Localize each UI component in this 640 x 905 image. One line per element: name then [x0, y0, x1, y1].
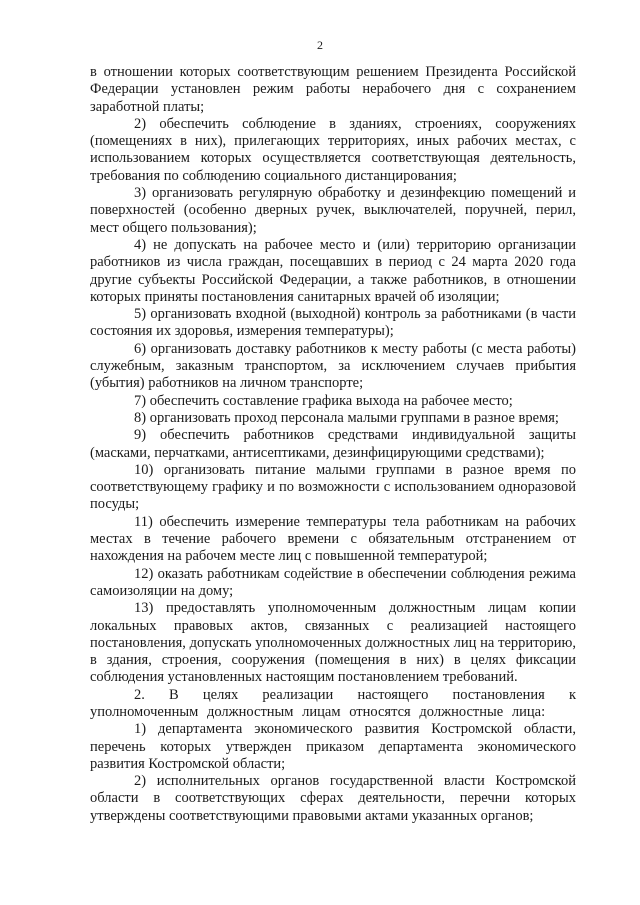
document-body: [90, 64, 576, 825]
paragraph-item-4: 4) не допускать на рабочее место и (или) территорию организации работников из числа граждан, посещавших в период с 24 марта 2020 года другие субъекты Российской Федерации, а также работников, в отношении которых приняты постановления санитарных врачей об изоляции;: [90, 236, 576, 305]
paragraph-subitem-2: 2) исполнительных органов государственной власти Костромской области в соответствующих сферах деятельности, перечни которых утверждены соответствующими правовыми актами указанных органов;: [90, 773, 576, 824]
paragraph-continuation: в отношении которых соответствующим решением Президента Российской Федерации установлен режим работы нерабочего дня с сохранением заработной платы;: [90, 64, 576, 115]
paragraph-section-2: 2. В целях реализации настоящего постановления к уполномоченным должностным лицам относятся должностные лица:: [90, 686, 576, 720]
paragraph-item-3: 3) организовать регулярную обработку и дезинфекцию помещений и поверхностей (особенно дверных ручек, выключателей, поручней, перил, мест общего пользования);: [90, 185, 576, 236]
paragraph-item-13: 13) предоставлять уполномоченным должностным лицам копии локальных правовых актов, связанных с реализацией настоящего постановления, допускать уполномоченных должностных лиц на территорию, в здания, строения, сооружения (помещения в них) в целях фиксации соблюдения установленных настоящим постановлением требований.: [90, 600, 576, 686]
paragraph-item-11: 11) обеспечить измерение температуры тела работникам на рабочих местах в течение рабочего времени с обязательным отстранением от нахождения на рабочем месте лиц с повышенной температурой;: [90, 513, 576, 565]
paragraph-item-12: 12) оказать работникам содействие в обеспечении соблюдения режима самоизоляции на дому;: [90, 565, 576, 599]
paragraph-item-6: 6) организовать доставку работников к месту работы (с места работы) служебным, заказным транспортом, за исключением случаев прибытия (убытия) работников на личном транспорте;: [90, 340, 576, 392]
paragraph-item-10: 10) организовать питание малыми группами в разное время по соответствующему графику и по возможности с использованием одноразовой посуды;: [90, 461, 576, 513]
paragraph-item-8: 8) организовать проход персонала малыми группами в разное время;: [134, 409, 559, 426]
paragraph-item-7: 7) обеспечить составление графика выхода на рабочее место;: [134, 392, 513, 409]
paragraph-item-5: 5) организовать входной (выходной) контроль за работниками (в части состояния их здоровья, измерения температуры);: [90, 306, 576, 340]
paragraph-subitem-1: 1) департамента экономического развития Костромской области, перечень которых утвержден приказом департамента экономического развития Костромской области;: [90, 721, 576, 772]
paragraph-item-9: 9) обеспечить работников средствами индивидуальной защиты (масками, перчатками, антисептиками, дезинфицирующими средствами);: [90, 427, 576, 461]
paragraph-item-2: 2) обеспечить соблюдение в зданиях, строениях, сооружениях (помещениях в них), прилегающих территориях, иных рабочих местах, с использованием которых осуществляется соответствующая деятельность, требования по соблюдению социального дистанцирования;: [90, 115, 576, 184]
page-number: 2: [317, 38, 323, 52]
